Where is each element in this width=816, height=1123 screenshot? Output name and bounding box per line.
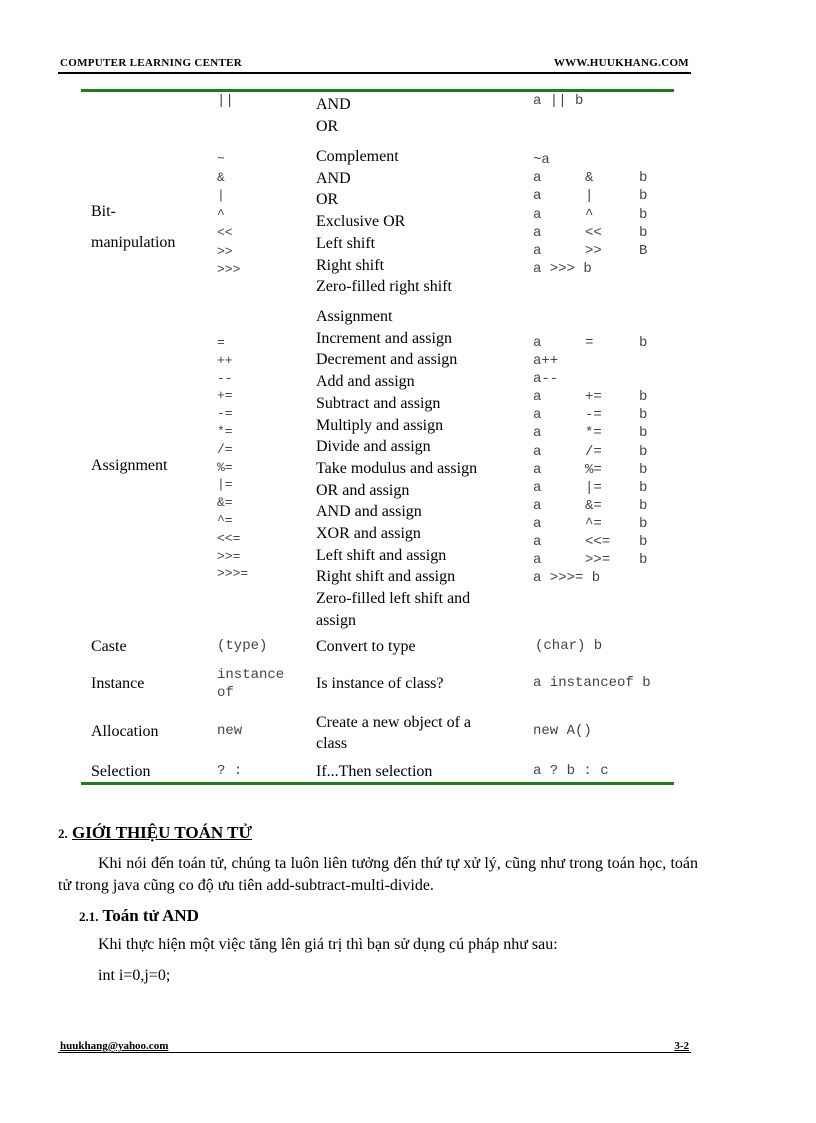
header-website: WWW.HUUKHANG.COM [553, 57, 689, 69]
example-full: a++ [533, 353, 559, 370]
code-snippet: int i=0,j=0; [98, 967, 171, 984]
operator-description: Add and assign [316, 373, 415, 391]
operator-description: Right shift and assign [316, 568, 456, 586]
example-line [533, 569, 653, 587]
example-left: a [533, 335, 542, 351]
example-right: b [639, 534, 648, 551]
operator-description: Left shift and assign [316, 546, 447, 564]
example-operator: >> [585, 243, 602, 260]
operator-description: Multiply and assign [316, 416, 444, 434]
subsection-paragraph: Khi thực hiện một việc tăng lên giá trị thì bạn sử dụng cú pháp như sau: [98, 936, 558, 953]
example-left: a [533, 461, 542, 478]
bit-ops-column [217, 150, 240, 280]
example-right: b [639, 425, 648, 442]
example-left: a [533, 552, 542, 569]
page-number: 3-2 [674, 1040, 689, 1052]
example-new: new A() [533, 723, 592, 739]
example-full: ~a [533, 152, 550, 168]
operator-symbol: >>= [217, 548, 241, 564]
example-left: a [533, 479, 542, 496]
example-operator: << [585, 224, 602, 241]
operator-description: XOR and assign [316, 525, 421, 543]
category-caste: Caste [91, 638, 127, 655]
op-ternary: ? : [217, 763, 243, 779]
example-right: b [639, 552, 648, 569]
example-right: b [639, 515, 648, 532]
example-operator: ^= [585, 515, 602, 532]
example-operator: <<= [585, 534, 611, 551]
category-allocation: Allocation [91, 723, 159, 740]
operator-description: Left shift [316, 234, 376, 252]
operator-description: Divide and assign [316, 438, 431, 456]
example-left: a [533, 515, 542, 532]
example-line [533, 224, 653, 242]
operator-description: AND [316, 169, 351, 187]
example-right: b [639, 224, 648, 241]
category-line: manipulation [91, 234, 176, 251]
operator-symbol: <<= [217, 530, 241, 546]
page-header [58, 56, 691, 74]
op-instanceof [217, 666, 284, 702]
section-paragraph [58, 853, 698, 897]
example-line [533, 388, 653, 406]
example-right: b [639, 497, 648, 514]
category-line: Bit- [91, 203, 116, 220]
section-paragraph-text: Khi nói đến toán tử, chúng ta luôn liên tưởng đến thứ tự xử lý, cũng như trong toán học, toán tử trong java cũng co độ ưu tiên add-subtract-multi-divide. [58, 855, 698, 894]
operator-description: Complement [316, 148, 399, 165]
example-line [533, 406, 653, 424]
example-operator: = [585, 335, 594, 351]
operator-symbol: &= [217, 495, 233, 511]
desc-line: class [316, 735, 348, 752]
op-line: of [217, 685, 234, 701]
example-left: a [533, 170, 542, 187]
table-top-rule [81, 89, 674, 92]
operator-symbol: ^ [217, 206, 225, 222]
example-left: a [533, 206, 542, 223]
operator-description: Zero-filled right shift [316, 278, 452, 296]
example-line [533, 260, 653, 278]
example-line [533, 151, 653, 169]
operator-description: Exclusive OR [316, 213, 406, 231]
example-left: a [533, 534, 542, 551]
operator-symbol: *= [217, 423, 233, 439]
operator-symbol: += [217, 388, 233, 404]
operator-symbol: = [217, 335, 225, 350]
desc-instanceof: Is instance of class? [316, 675, 444, 692]
assignment-examples-column [533, 334, 653, 587]
operator-symbol: | [217, 188, 225, 203]
example-operator: -= [585, 407, 602, 424]
example-full: a-- [533, 371, 559, 388]
operator-symbol: >>> [217, 262, 241, 277]
example-right: B [639, 243, 648, 260]
bit-examples-column [533, 151, 653, 278]
example-instanceof: a instanceof b [533, 675, 651, 691]
category-instance: Instance [91, 675, 145, 692]
desc-ternary: If...Then selection [316, 763, 433, 780]
example-left: a [533, 425, 542, 442]
example-line [533, 242, 653, 260]
example-logical-or: a || b [533, 93, 584, 109]
operator-symbol: ^= [217, 512, 233, 528]
operator-description: OR and assign [316, 481, 410, 499]
example-left: a [533, 389, 542, 406]
example-operator: &= [585, 497, 602, 514]
desc-line: AND [316, 96, 351, 113]
example-operator: & [585, 170, 594, 187]
example-operator: ^ [585, 206, 594, 223]
example-right: b [639, 188, 648, 205]
operator-description: Increment and assign [316, 329, 452, 347]
operator-description: Take modulus and assign [316, 459, 478, 477]
example-line [533, 206, 653, 224]
operator-symbol: ~ [217, 151, 225, 166]
example-left: a [533, 443, 542, 460]
example-operator: |= [585, 479, 602, 496]
example-right: b [639, 443, 648, 460]
example-line [533, 169, 653, 187]
example-operator: | [585, 188, 594, 205]
operator-description: AND and assign [316, 503, 422, 521]
operator-symbol: /= [217, 441, 233, 457]
category-bit-manipulation [91, 196, 175, 258]
desc-new [316, 712, 471, 754]
bit-descs-column [316, 146, 452, 298]
example-operator: /= [585, 443, 602, 460]
operator-symbol: & [217, 169, 225, 185]
example-right: b [639, 389, 648, 406]
example-line [533, 352, 653, 370]
operator-description: Zero-filled left shift and [316, 590, 471, 608]
example-right: b [639, 206, 648, 223]
example-full: a >>>= b [533, 570, 601, 587]
operator-symbol: >>>= [217, 566, 249, 582]
header-left-title: COMPUTER LEARNING CENTER [60, 57, 242, 69]
desc-type-cast: Convert to type [316, 638, 416, 655]
operator-description: Right shift [316, 256, 385, 274]
desc-logical-or [316, 94, 351, 138]
example-line [533, 370, 653, 388]
desc-line: Create a new object of a [316, 714, 472, 731]
example-operator: >>= [585, 552, 611, 569]
example-left: a [533, 243, 542, 260]
op-line: instance [217, 667, 285, 683]
example-line [533, 443, 653, 461]
operator-symbol: >> [217, 243, 233, 259]
example-left: a [533, 224, 542, 241]
page-footer [58, 1040, 691, 1053]
example-left: a [533, 188, 542, 205]
example-operator: *= [585, 425, 602, 442]
example-left: a [533, 497, 542, 514]
example-ternary: a ? b : c [533, 763, 609, 779]
subsection-heading [79, 906, 199, 926]
example-line [533, 187, 653, 205]
operator-symbol: << [217, 225, 233, 240]
operator-description: assign [316, 611, 356, 629]
operator-symbol: %= [217, 459, 233, 475]
op-new: new [217, 723, 243, 739]
example-right: b [639, 335, 648, 351]
example-line [533, 497, 653, 515]
operator-symbol: |= [217, 477, 233, 493]
example-line [533, 461, 653, 479]
example-line [533, 533, 653, 551]
table-bottom-rule [81, 782, 674, 785]
section-title: GIỚI THIỆU TOÁN TỬ [72, 823, 252, 842]
footer-email: huukhang@yahoo.com [60, 1040, 169, 1052]
operator-description: Decrement and assign [316, 351, 458, 369]
assignment-ops-column [217, 334, 248, 583]
example-full: a >>> b [533, 261, 592, 278]
operator-symbol: -= [217, 406, 233, 422]
category-assignment: Assignment [91, 457, 168, 474]
example-line [533, 551, 653, 569]
op-logical-or: || [217, 93, 234, 109]
example-line [533, 515, 653, 533]
example-right: b [639, 461, 648, 478]
desc-line: OR [316, 118, 339, 135]
operator-symbol: ++ [217, 352, 233, 368]
subsection-number: 2.1. [79, 909, 99, 924]
example-line [533, 479, 653, 497]
operator-description: Subtract and assign [316, 394, 441, 412]
example-operator: %= [585, 461, 602, 478]
subsection-title: Toán tử AND [102, 906, 199, 925]
example-right: b [639, 407, 648, 424]
example-left: a [533, 407, 542, 424]
category-selection: Selection [91, 763, 151, 780]
operator-description: Assignment [316, 308, 393, 325]
example-type-cast: (char) b [535, 638, 603, 654]
example-line [533, 424, 653, 442]
example-right: b [639, 170, 648, 187]
operator-description: OR [316, 191, 339, 209]
example-operator: += [585, 389, 602, 406]
example-line [533, 334, 653, 352]
section-number: 2. [58, 826, 68, 841]
operator-symbol: -- [217, 370, 233, 386]
section-heading [58, 823, 252, 843]
assignment-descs-column [316, 306, 477, 632]
op-type-cast: (type) [217, 638, 268, 654]
example-right: b [639, 479, 648, 496]
